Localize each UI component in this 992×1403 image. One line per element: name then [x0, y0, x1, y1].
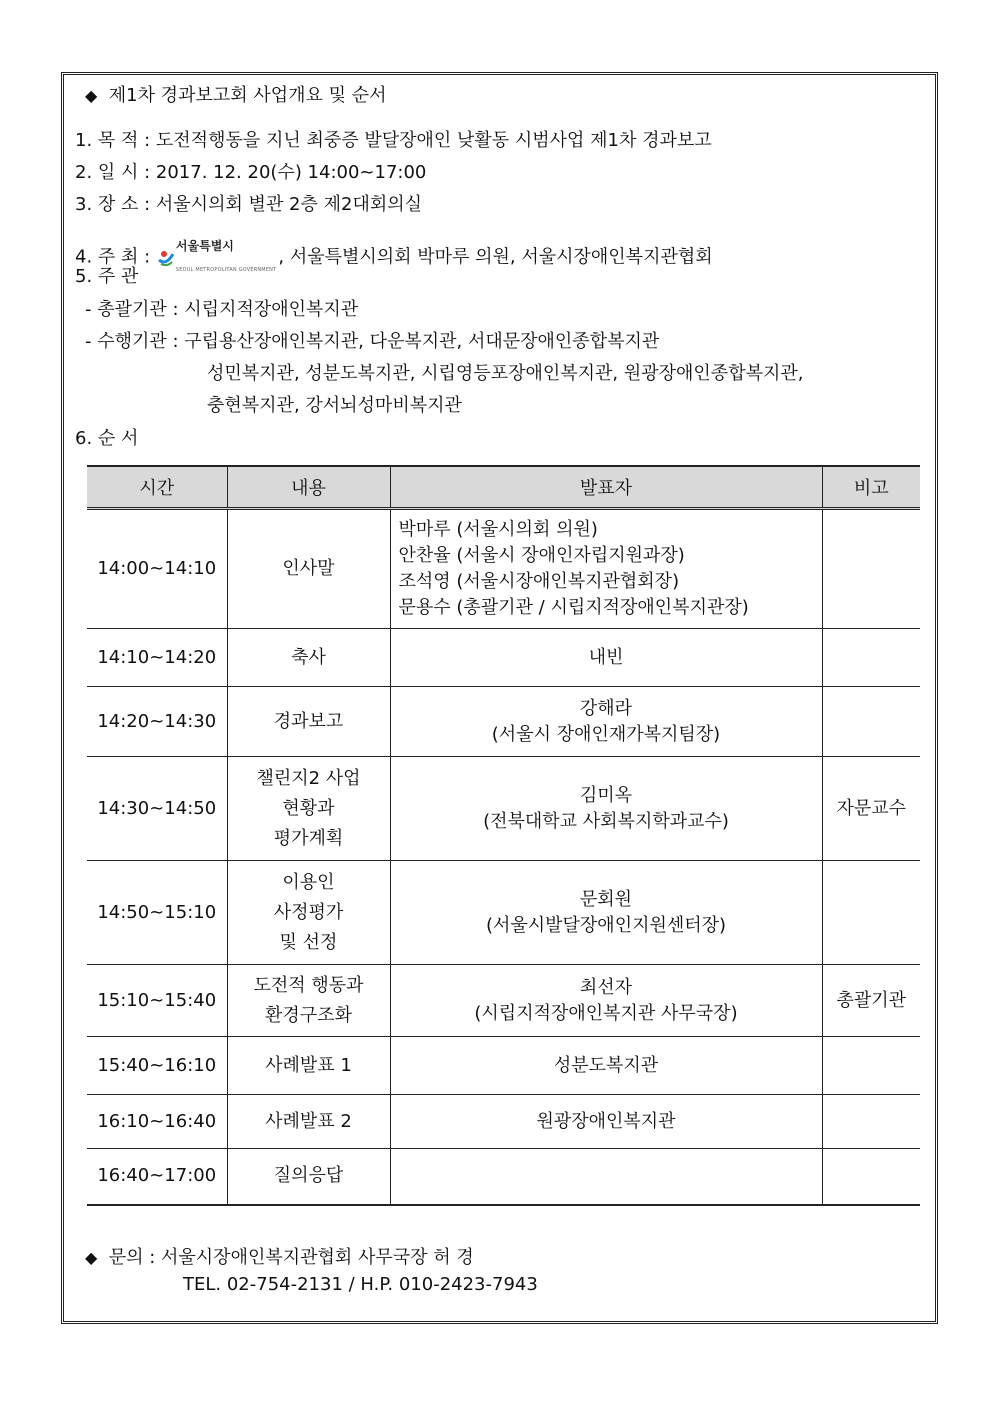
cell-content: 축사 [227, 629, 390, 687]
cell-note [822, 861, 920, 965]
cell-speaker: 강해라 (서울시 장애인재가복지팀장) [390, 687, 822, 757]
table-row [87, 629, 920, 687]
table-row [87, 1149, 920, 1205]
organizer-line: 5. 주 관 [75, 266, 139, 287]
diamond-bullet-icon: ◆ [85, 86, 98, 105]
section-title: ◆ 제1차 경과보고회 사업개요 및 순서 [85, 85, 387, 106]
table-row [87, 965, 920, 1037]
cell-note [822, 629, 920, 687]
cell-content: 사례발표 2 [227, 1095, 390, 1149]
cell-time: 16:10~16:40 [87, 1095, 227, 1149]
cell-time: 14:00~14:10 [87, 509, 227, 629]
cell-note [822, 1149, 920, 1205]
cell-speaker [390, 1149, 822, 1205]
cell-note [822, 1037, 920, 1095]
cell-content: 도전적 행동과 환경구조화 [227, 965, 390, 1037]
cell-content: 질의응답 [227, 1149, 390, 1205]
exec-org-line-3: 충현복지관, 강서뇌성마비복지관 [207, 395, 462, 416]
exec-org-line-2: 성민복지관, 성분도복지관, 시립영등포장애인복지관, 원광장애인종합복지관, [207, 363, 804, 384]
cell-note: 자문교수 [822, 757, 920, 861]
header-speaker: 발표자 [390, 466, 822, 509]
seoul-logo-icon [156, 248, 176, 268]
cell-time: 14:30~14:50 [87, 757, 227, 861]
cell-note: 총괄기관 [822, 965, 920, 1037]
header-note: 비고 [822, 466, 920, 509]
cell-speaker: 김미옥 (전북대학교 사회복지학과교수) [390, 757, 822, 861]
cell-speaker: 원광장애인복지관 [390, 1095, 822, 1149]
header-time: 시간 [87, 466, 227, 509]
cell-speaker: 성분도복지관 [390, 1037, 822, 1095]
cell-content: 경과보고 [227, 687, 390, 757]
cell-note [822, 509, 920, 629]
cell-content: 이용인 사정평가 및 선정 [227, 861, 390, 965]
diamond-bullet-icon: ◆ [85, 1248, 98, 1267]
cell-time: 14:10~14:20 [87, 629, 227, 687]
order-line: 6. 순 서 [75, 428, 139, 449]
cell-speaker: 문회원 (서울시발달장애인지원센터장) [390, 861, 822, 965]
cell-content: 사례발표 1 [227, 1037, 390, 1095]
purpose-line: 1. 목 적 : 도전적행동을 지닌 최중증 발달장애인 낮활동 시범사업 제1차 경과보고 [75, 130, 712, 151]
cell-content: 챌린지2 사업 현황과 평가계획 [227, 757, 390, 861]
cell-time: 16:40~17:00 [87, 1149, 227, 1205]
table-header-row [87, 466, 920, 509]
header-content: 내용 [227, 466, 390, 509]
schedule-table [87, 465, 920, 1206]
host-line: 4. 주 최 : 서울특별시 SEOUL METROPOLITAN GOVERNMENT , 서울특별시의회 박마루 의원, 서울시장애인복지관협회 [75, 233, 713, 282]
cell-speaker: 내빈 [390, 629, 822, 687]
cell-time: 15:10~15:40 [87, 965, 227, 1037]
cell-time: 15:40~16:10 [87, 1037, 227, 1095]
table-row [87, 861, 920, 965]
cell-speaker: 박마루 (서울시의회 의원) 안찬율 (서울시 장애인자립지원과장) 조석영 (서울시장애인복지관협회장) 문용수 (총괄기관 / 시립지적장애인복지관장) [390, 509, 822, 629]
table-row [87, 1037, 920, 1095]
cell-time: 14:20~14:30 [87, 687, 227, 757]
table-row [87, 687, 920, 757]
exec-org-line-1: - 수행기관 : 구립용산장애인복지관, 다운복지관, 서대문장애인종합복지관 [85, 331, 660, 352]
cell-content: 인사말 [227, 509, 390, 629]
table-row [87, 509, 920, 629]
place-line: 3. 장 소 : 서울시의회 별관 2층 제2대회의실 [75, 194, 423, 215]
cell-note [822, 687, 920, 757]
date-line: 2. 일 시 : 2017. 12. 20(수) 14:00~17:00 [75, 162, 427, 183]
contact-line-1: ◆ 문의 : 서울시장애인복지관협회 사무국장 허 경 [85, 1247, 474, 1268]
seoul-city-logo: 서울특별시 SEOUL METROPOLITAN GOVERNMENT [156, 233, 276, 282]
lead-org-line: - 총괄기관 : 시립지적장애인복지관 [85, 299, 359, 320]
cell-note [822, 1095, 920, 1149]
cell-time: 14:50~15:10 [87, 861, 227, 965]
table-row [87, 757, 920, 861]
table-row [87, 1095, 920, 1149]
contact-line-2: TEL. 02-754-2131 / H.P. 010-2423-7943 [183, 1274, 538, 1295]
cell-speaker: 최선자 (시립지적장애인복지관 사무국장) [390, 965, 822, 1037]
